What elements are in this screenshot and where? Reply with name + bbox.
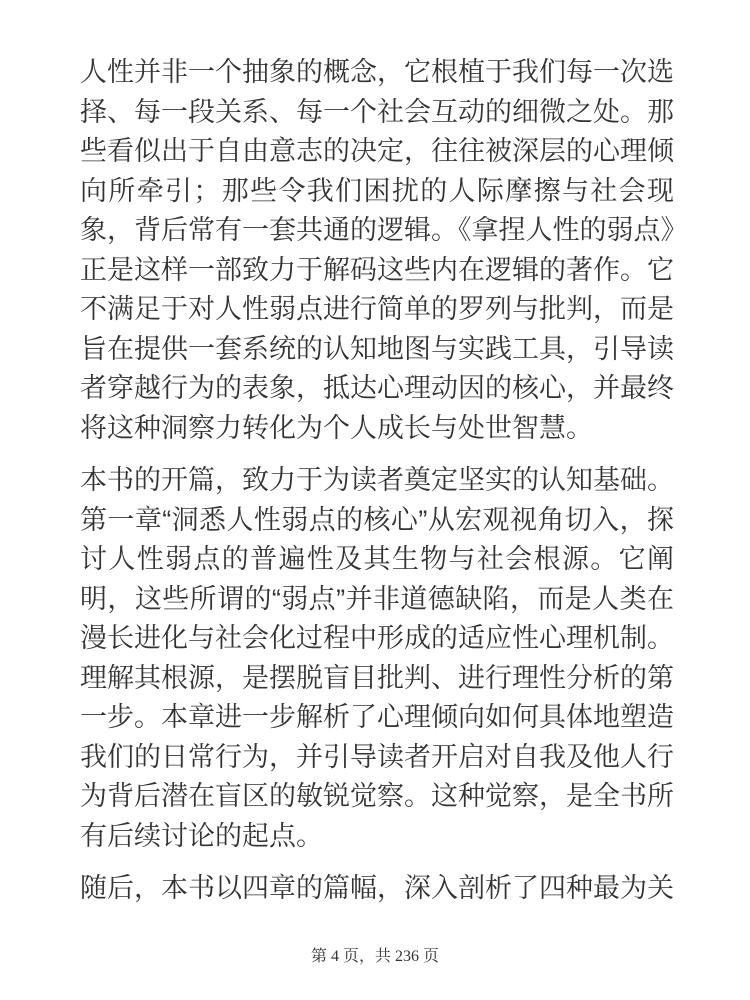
paragraph: 随后，本书以四章的篇幅，深入剖析了四种最为关 (80, 873, 674, 903)
paragraph: 人性并非一个抽象的概念，它根植于我们每一次选择、每一段关系、每一个社会互动的细微之处。那些看似出于自由意志的决定，往往被深层的心理倾向所牵引；那些令我们困扰的人际摩擦与社会现象，背后常有一套共通的逻辑。《拿捏人性的弱点》正是这样一部致力于解码这些内在逻辑的著作。它不满足于对人性弱点进行简单的罗列与批判，而是旨在提供一套系统的认知地图与实践工具，引导读者穿越行为的表象，抵达心理动因的核心，并最终将这种洞察力转化为个人成长与处世智慧。 (80, 57, 674, 443)
page-body-text (80, 53, 674, 922)
page-number-indicator: 第 4 页，共 236 页 (310, 948, 439, 965)
paragraph: 本书的开篇，致力于为读者奠定坚实的认知基础。第一章“洞悉人性弱点的核心”从宏观视角切入，探讨人性弱点的普遍性及其生物与社会根源。它阐明，这些所谓的“弱点”并非道德缺陷，而是人类在漫长进化与社会化过程中形成的适应性心理机制。理解其根源，是摆脱盲目批判、进行理性分析的第一步。本章进一步解析了心理倾向如何具体地塑造我们的日常行为，并引导读者开启对自我及他人行为背后潜在盲区的敏锐觉察。这种觉察，是全书所有后续讨论的起点。 (80, 465, 674, 851)
